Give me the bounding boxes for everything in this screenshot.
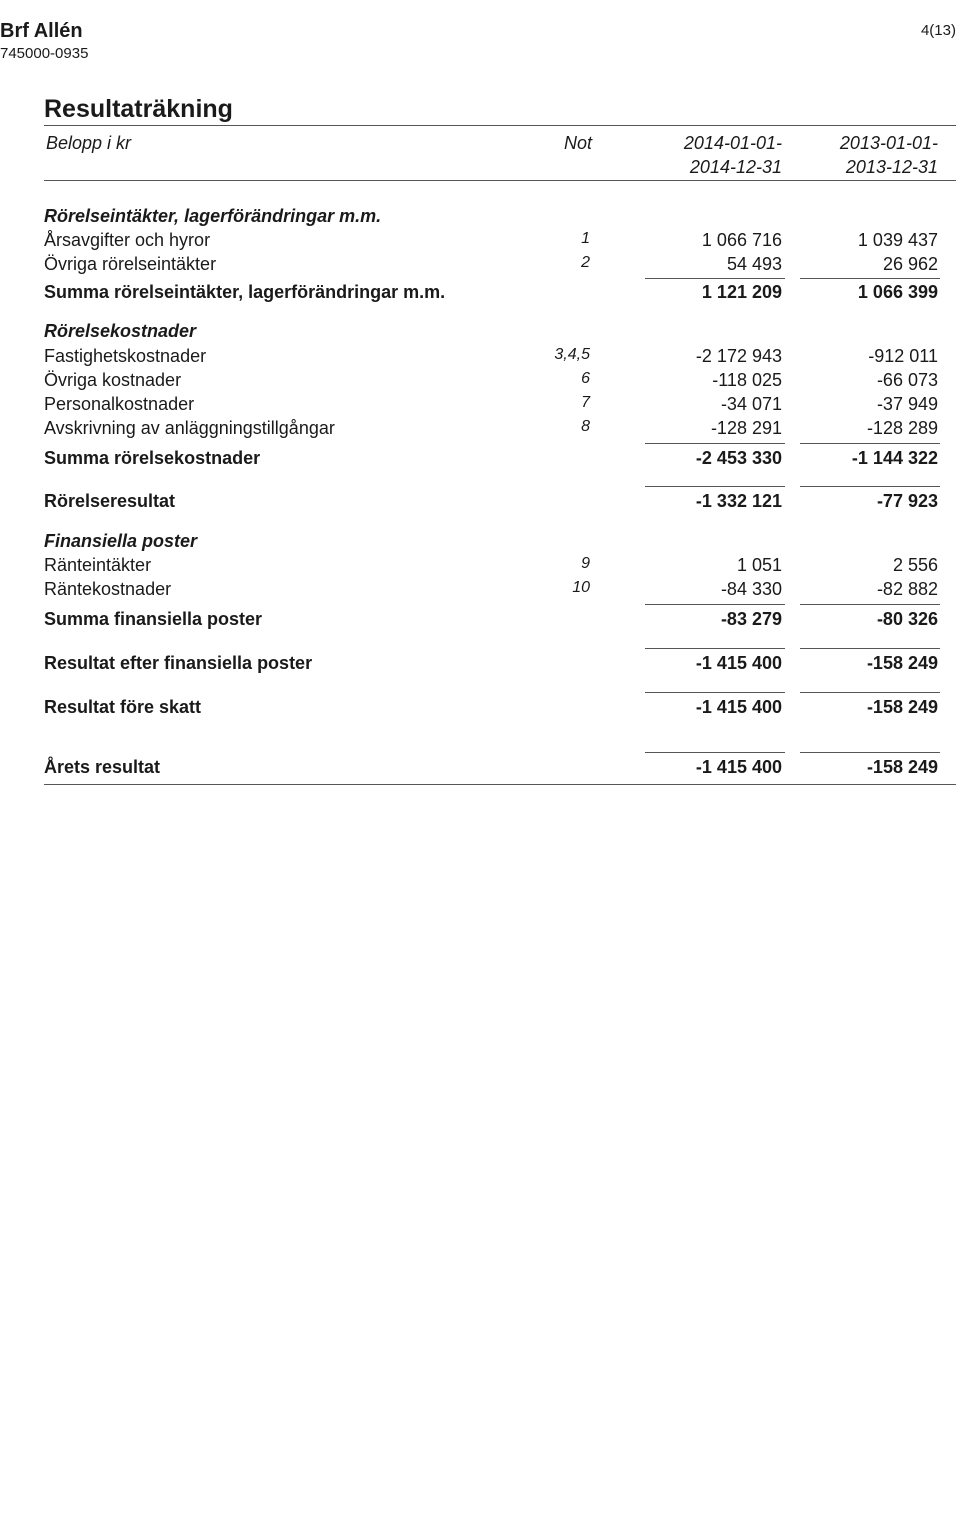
row-value-2013: -37 949: [876, 394, 938, 414]
row-label: Fastighetskostnader: [44, 346, 207, 366]
row-label: Rörelsekostnader: [44, 321, 197, 341]
subtotal-rule-2014: [645, 443, 785, 444]
row-value-2013: 1 039 437: [857, 230, 938, 250]
section-heading-operating-costs: [0, 321, 960, 345]
table-row: [0, 394, 960, 418]
subtotal-rule-2013: [800, 604, 940, 605]
row-label: Rörelseintäkter, lagerförändringar m.m.: [44, 206, 382, 226]
row-value-2014: -1 415 400: [695, 653, 782, 673]
row-value-2014: -84 330: [720, 579, 782, 599]
row-value-2013: -912 011: [868, 346, 938, 366]
row-value-2014: -2 453 330: [695, 448, 782, 468]
total-row-net-result: [0, 757, 960, 781]
subtotal-row: [0, 491, 960, 515]
row-note: 3,4,5: [554, 346, 590, 363]
table-row: [0, 370, 960, 394]
row-label: Summa finansiella poster: [44, 609, 263, 629]
row-value-2014: -1 415 400: [695, 757, 782, 777]
row-value-2013: -128 289: [866, 418, 938, 438]
row-value-2013: -158 249: [866, 757, 938, 777]
row-note: 7: [581, 394, 590, 411]
row-value-2013: 26 962: [882, 254, 938, 274]
subtotal-rule-2014: [645, 648, 785, 649]
row-label: Övriga kostnader: [44, 370, 182, 390]
table-row: [0, 230, 960, 254]
period-2014-end: 2014-12-31: [689, 157, 782, 177]
row-note: 9: [581, 555, 590, 572]
section-heading-financial-items: [0, 531, 960, 555]
row-value-2013: -82 882: [876, 579, 938, 599]
row-value-2014: 1 066 716: [701, 230, 782, 250]
row-label: Resultat efter finansiella poster: [44, 653, 313, 673]
row-label: Avskrivning av anläggningstillgångar: [44, 418, 335, 438]
subtotal-rule-2013: [800, 692, 940, 693]
header-rule: [44, 180, 956, 181]
row-note: 2: [581, 254, 590, 271]
row-label: Övriga rörelseintäkter: [44, 254, 217, 274]
subtotal-rule-2013: [800, 752, 940, 753]
row-label: Summa rörelsekostnader: [44, 448, 261, 468]
row-value-2014: -2 172 943: [695, 346, 782, 366]
subtotal-row: [0, 697, 960, 721]
subtotal-rule-2013: [800, 278, 940, 279]
subtotal-rule-2014: [645, 486, 785, 487]
row-label: Rörelseresultat: [44, 491, 176, 511]
table-row: [0, 579, 960, 603]
document-title: Resultaträkning: [44, 95, 233, 123]
organization-number: 745000-0935: [0, 45, 89, 62]
row-value-2013: -158 249: [866, 697, 938, 717]
row-value-2014: -1 332 121: [695, 491, 782, 511]
row-note: 6: [581, 370, 590, 387]
row-label: Summa rörelseintäkter, lagerförändringar m.m.: [44, 282, 446, 302]
row-value-2013: -77 923: [876, 491, 938, 511]
row-label: Finansiella poster: [44, 531, 198, 551]
subtotal-rule-2013: [800, 443, 940, 444]
amount-unit-header: Belopp i kr: [46, 133, 132, 153]
row-note: 8: [581, 418, 590, 435]
row-label: Ränteintäkter: [44, 555, 152, 575]
row-value-2014: 1 051: [736, 555, 782, 575]
row-value-2013: -80 326: [876, 609, 938, 629]
subtotal-row: [0, 653, 960, 677]
row-value-2014: -128 291: [710, 418, 782, 438]
title-rule: [44, 125, 956, 126]
row-label: Årsavgifter och hyror: [44, 230, 211, 250]
row-value-2014: -83 279: [720, 609, 782, 629]
page-number: 4(13): [920, 22, 956, 39]
subtotal-row: [0, 282, 960, 306]
row-note: 10: [572, 579, 590, 596]
row-value-2014: -1 415 400: [695, 697, 782, 717]
row-label: Personalkostnader: [44, 394, 195, 414]
subtotal-row: [0, 609, 960, 633]
row-value-2013: -66 073: [876, 370, 938, 390]
organization-name: Brf Allén: [0, 20, 83, 42]
period-2013-start: 2013-01-01-: [839, 133, 938, 153]
row-value-2014: 1 121 209: [701, 282, 782, 302]
subtotal-rule-2014: [645, 604, 785, 605]
subtotal-rule-2014: [645, 278, 785, 279]
bottom-rule: [44, 784, 956, 785]
row-value-2013: -1 144 322: [851, 448, 938, 468]
row-value-2013: -158 249: [866, 653, 938, 673]
table-row: [0, 555, 960, 579]
subtotal-rule-2014: [645, 692, 785, 693]
period-2014-start: 2014-01-01-: [683, 133, 782, 153]
table-row: [0, 346, 960, 370]
row-value-2013: 1 066 399: [857, 282, 938, 302]
row-label: Resultat före skatt: [44, 697, 202, 717]
subtotal-rule-2013: [800, 648, 940, 649]
period-2013-end: 2013-12-31: [845, 157, 938, 177]
row-value-2013: 2 556: [892, 555, 938, 575]
note-column-header: Not: [563, 133, 592, 153]
section-heading-operating-income: [0, 206, 960, 230]
row-note: 1: [581, 230, 590, 247]
subtotal-rule-2013: [800, 486, 940, 487]
row-value-2014: -118 025: [712, 370, 782, 390]
row-value-2014: 54 493: [726, 254, 782, 274]
row-label: Årets resultat: [44, 757, 161, 777]
table-row: [0, 254, 960, 278]
subtotal-row: [0, 448, 960, 472]
row-label: Räntekostnader: [44, 579, 172, 599]
table-row: [0, 418, 960, 442]
subtotal-rule-2014: [645, 752, 785, 753]
row-value-2014: -34 071: [720, 394, 782, 414]
